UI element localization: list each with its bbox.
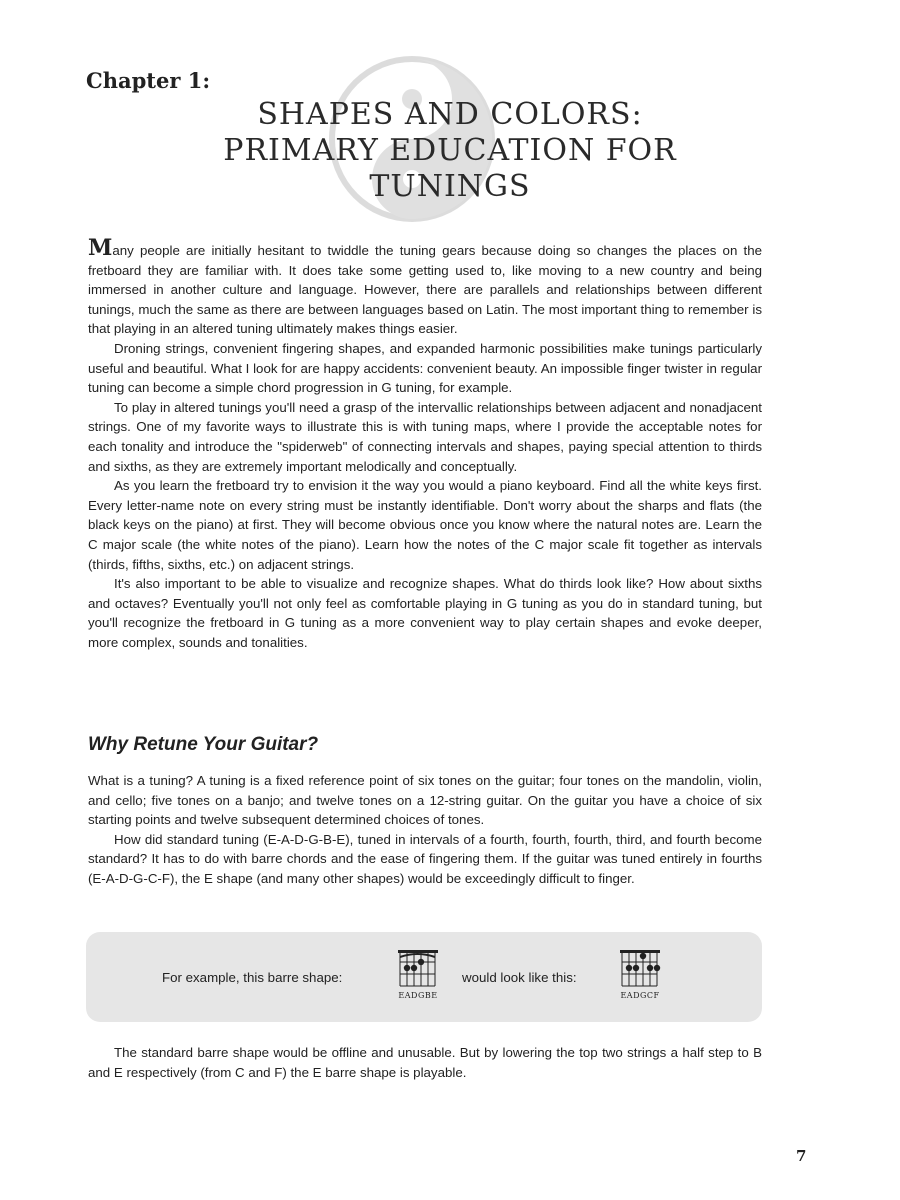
section-paragraph: How did standard tuning (E-A-D-G-B-E), tuned in intervals of a fourth, fourth, fourth, third, and fourth become standard? It has to do with barre chords and the ease of fingering them. If the guitar was tuned entirely in fourths (E-A-D-G-C-F), the E shape (and many other shapes) would be exceedingly difficult to finger.	[88, 831, 762, 886]
closing-paragraph: The standard barre shape would be offline and unusable. But by lowering the top two strings a half step to B and E respectively (from C and F) the E barre shape is playable.	[88, 1045, 762, 1080]
intro-paragraph: To play in altered tunings you'll need a grasp of the intervallic relationships between adjacent and nonadjacent strings. One of my favorite ways to illustrate this is with tuning maps, where I provide the acceptable notes for each tonality and introduce the "spiderweb" of connecting intervals and shapes, paying special attention to thirds and sixths, as they are extremely important melodically and conceptually.	[88, 399, 762, 474]
drop-cap: M	[88, 235, 113, 261]
chord-diagram-fourths	[610, 948, 670, 1016]
intro-text	[88, 235, 762, 652]
intro-paragraph: It's also important to be able to visualize and recognize shapes. What do thirds look like? How about sixths and octaves? Eventually you'll not only feel as comfortable playing in G tuning as you do in standard tuning, but you'll recognize the fretboard in G tuning as a more convenient way to play certain shapes and evoke deeper, more complex, sounds and tonalities.	[88, 576, 762, 650]
intro-paragraph: As you learn the fretboard try to envision it the way you would a piano keyboard. Find all the white keys first. Every letter-name note on every string must be instantly identifiable. Don't worry about the sharps and flats (the black keys on the piano) at first. They will become obvious once you know where the natural notes are. Learn the C major scale (the white notes of the piano). Learn how the notes of the C major scale fit together as intervals (thirds, fifths, sixths, etc.) on adjacent strings.	[88, 478, 762, 572]
chord-diagram-standard	[388, 948, 448, 1016]
chapter-title-line: PRIMARY EDUCATION FOR	[223, 133, 677, 168]
intro-paragraph: Droning strings, convenient fingering shapes, and expanded harmonic possibilities make tunings particularly useful and beautiful. What I look for are happy accidents: convenient beauty. An impossible finger twister in regular tuning can become a simple chord progression in G tuning, for example.	[88, 340, 762, 396]
section-text	[88, 771, 762, 889]
chapter-title	[100, 97, 800, 205]
example-box	[86, 932, 762, 1022]
example-label-fourths: would look like this:	[462, 970, 577, 985]
chord-grid-icon	[396, 948, 440, 988]
chapter-label: Chapter 1:	[86, 68, 211, 93]
intro-paragraph	[88, 235, 762, 339]
example-label-standard: For example, this barre shape:	[162, 970, 343, 985]
closing-text	[88, 1043, 762, 1082]
page-number: 7	[796, 1147, 807, 1165]
chord-grid-icon	[618, 948, 662, 988]
chapter-title-line: TUNINGS	[369, 169, 531, 204]
chord-name: EADGCF	[620, 991, 660, 1000]
chord-name: EADGBE	[398, 991, 438, 1000]
section-paragraph: What is a tuning? A tuning is a fixed reference point of six tones on the guitar; four tones on the mandolin, violin, and cello; five tones on a banjo; and twelve tones on a 12-string guitar. On the guitar you have a choice of six starting points and twelve subsequent determined choices of tones.	[88, 773, 762, 828]
chapter-title-line: SHAPES AND COLORS:	[257, 97, 643, 132]
intro-paragraph-text: any people are initially hesitant to twiddle the tuning gears because doing so changes the places on the fretboard they are familiar with. It does take some getting used to, like moving to a new country and being immersed in another culture and language. However, there are parallels and relationships between different tunings, much the same as there are between languages based on Latin. The most important thing to remember is that playing in an altered tuning ultimately makes things easier.	[88, 243, 762, 337]
section-heading: Why Retune Your Guitar?	[88, 734, 319, 755]
